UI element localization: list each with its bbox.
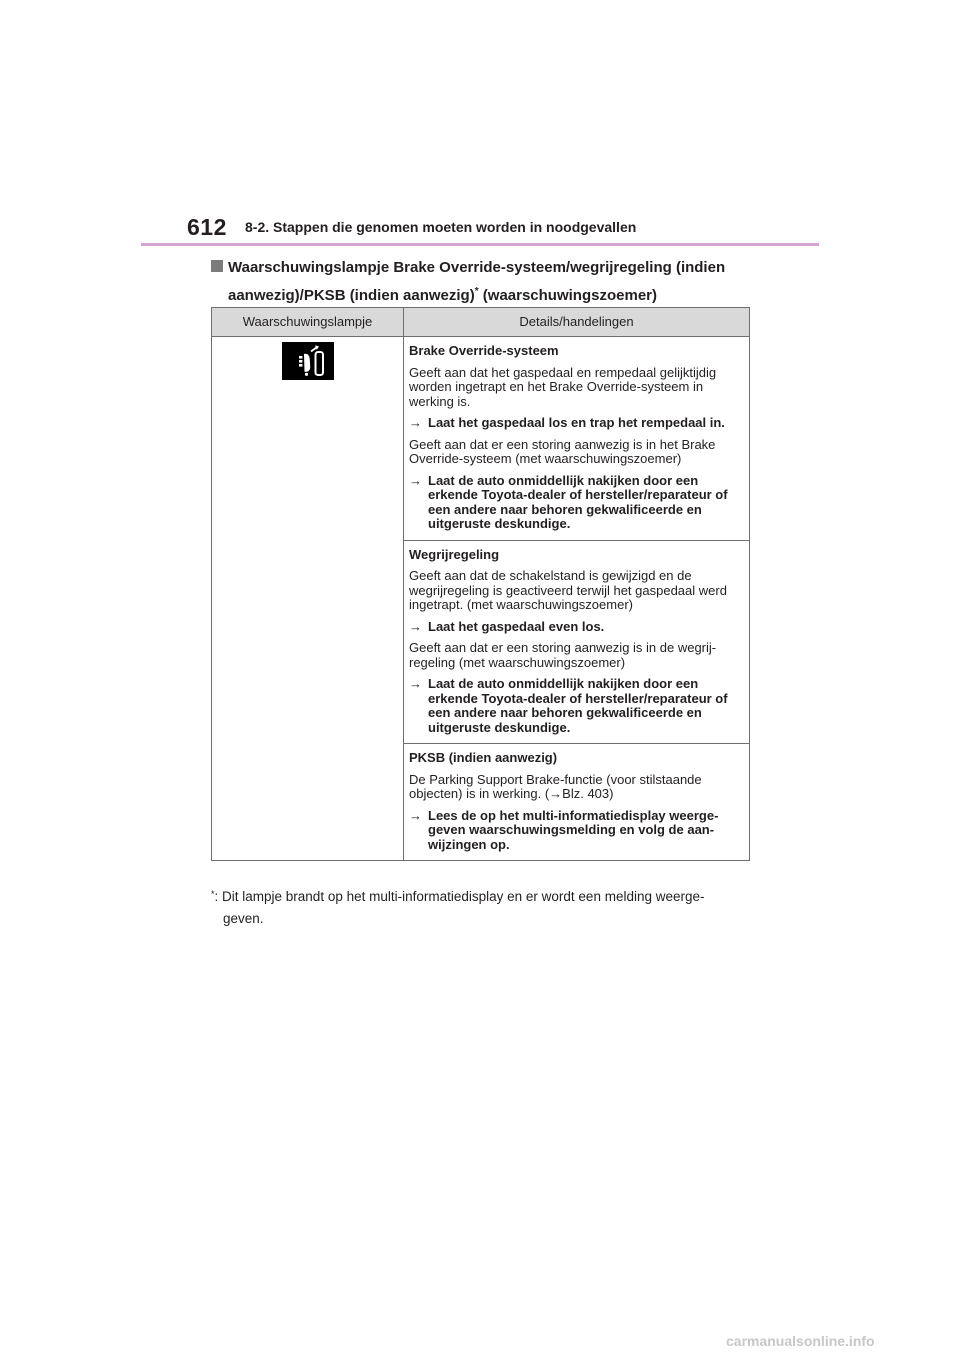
row-action-text: Laat de auto onmiddellijk nakijken door een erkende Toyota-dealer of hersteller/reparateur of een andere naar behoren gekwalificeerde en uitgeruste deskundige. xyxy=(428,676,728,735)
row-title: Wegrijregeling xyxy=(409,546,500,562)
header-divider xyxy=(141,243,819,246)
row-action xyxy=(409,416,744,431)
details-cell-wegrijregeling xyxy=(404,540,750,744)
column-header-lamp: Waarschuwingslampje xyxy=(212,308,404,337)
details-cell-pksb xyxy=(404,744,750,861)
row-description: Geeft aan dat het gaspedaal en rempedaal gelijktijdig worden ingetrapt en het Brake Override-systeem in werking is. xyxy=(409,364,717,409)
lamp-cell xyxy=(212,337,404,861)
row-action xyxy=(409,677,744,735)
page-number: 612 xyxy=(187,214,227,240)
footnote-line-2: geven. xyxy=(223,911,264,926)
table-row xyxy=(212,337,750,541)
table-header-row xyxy=(212,308,750,337)
row-action xyxy=(409,474,744,532)
footnote-star: * xyxy=(211,889,215,899)
arrow-right-icon: → xyxy=(409,618,422,634)
row-description: De Parking Support Brake-functie (voor stilstaande objecten) is in werking. (→Blz. 403) xyxy=(409,771,702,801)
footnote xyxy=(211,886,756,930)
footnote-marker: * xyxy=(474,286,479,297)
row-description: Geeft aan dat de schakelstand is gewijzigd en de wegrijregeling is geactiveerd terwijl het gaspedaal werd ingetrapt. (met waarschuwingszoemer) xyxy=(409,568,727,612)
arrow-right-icon: → xyxy=(409,472,422,488)
column-header-details: Details/handelingen xyxy=(404,308,750,337)
row-description: Geeft aan dat er een storing aanwezig is in het Brake Override-systeem (met waarschuwingszoemer) xyxy=(409,436,716,466)
row-action-text: Laat het gaspedaal los en trap het rempedaal in. xyxy=(428,415,725,430)
row-title: Brake Override-systeem xyxy=(409,343,559,358)
brake-override-foot-pedal-icon xyxy=(282,342,334,380)
chapter-title: 8-2. Stappen die genomen moeten worden in noodgevallen xyxy=(245,219,637,235)
arrow-right-icon: → xyxy=(409,415,422,430)
details-cell-brake-override xyxy=(404,337,750,541)
section-heading-text: Waarschuwingslampje Brake Override-systeem/wegrijregeling (indien aanwezig)/PKSB (indien aanwezig) xyxy=(228,259,726,304)
row-action-text: Laat de auto onmiddellijk nakijken door een erkende Toyota-dealer of hersteller/reparateur of een andere naar behoren gekwalificeerde en uitgeruste deskundige. xyxy=(428,472,728,531)
warning-table xyxy=(211,307,750,861)
row-action-text: Lees de op het multi-informatiedisplay weerge-geven waarschuwingsmelding en volg de aan-wijzingen op. xyxy=(428,807,719,852)
page-reference-link[interactable]: Blz. 403) xyxy=(562,786,614,801)
arrow-right-icon: → xyxy=(409,807,422,823)
row-action xyxy=(409,620,744,635)
row-description: Geeft aan dat er een storing aanwezig is in de wegrij-regeling (met waarschuwingszoemer) xyxy=(409,640,717,670)
arrow-right-icon: → xyxy=(409,676,422,691)
row-action-text: Laat het gaspedaal even los. xyxy=(428,618,605,634)
watermark: carmanualsonline.info xyxy=(726,1333,875,1349)
row-action xyxy=(409,809,744,853)
footnote-line-1: : Dit lampje brandt op het multi-informatiedisplay en er wordt een melding weerge- xyxy=(214,889,705,904)
section-heading-suffix: (waarschuwingszoemer) xyxy=(478,287,657,304)
row-title: PKSB (indien aanwezig) xyxy=(409,750,558,765)
arrow-right-icon: → xyxy=(549,786,563,801)
section-heading xyxy=(211,256,771,308)
square-bullet-icon xyxy=(211,260,223,272)
